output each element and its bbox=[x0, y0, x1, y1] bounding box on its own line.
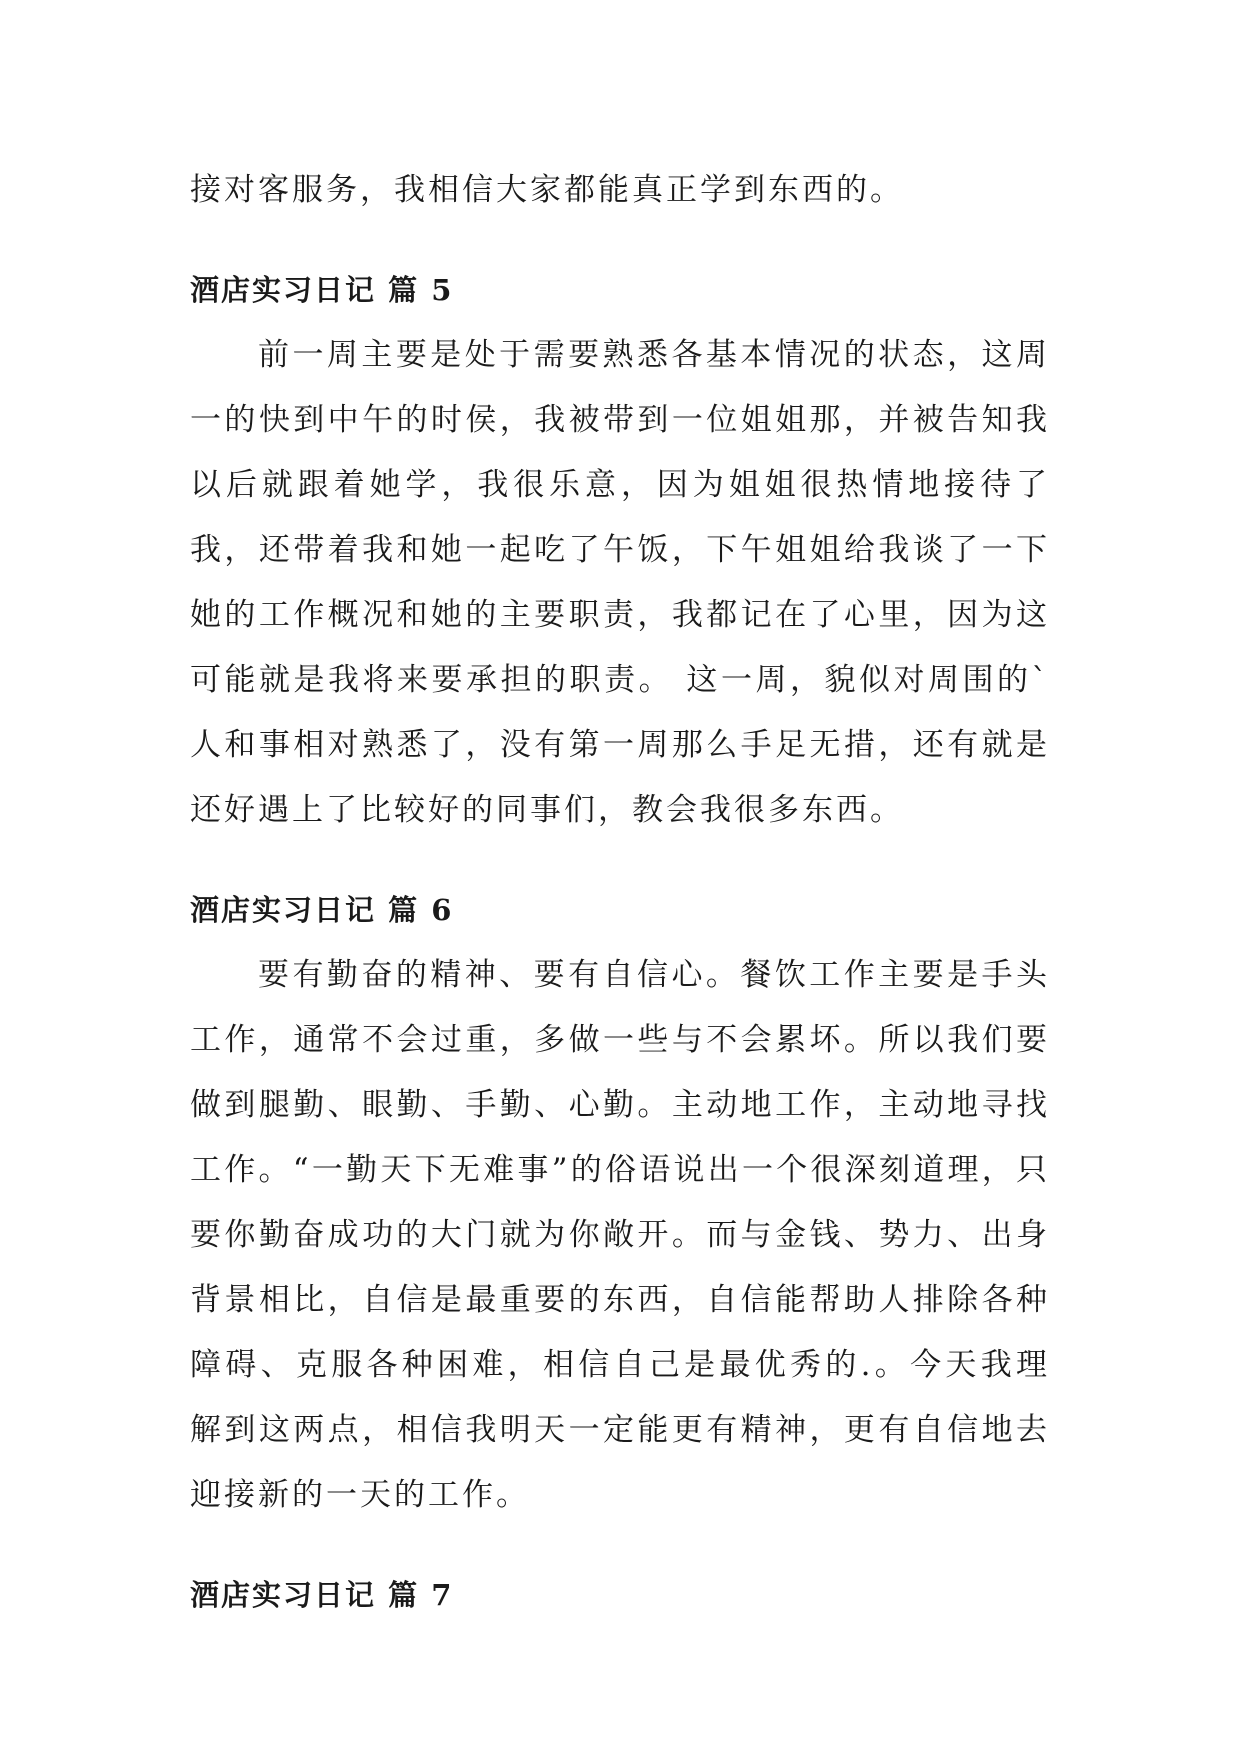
intro-paragraph-tail: 接对客服务，我相信大家都能真正学到东西的。 bbox=[190, 172, 904, 208]
section-gap bbox=[190, 843, 1050, 878]
document-body bbox=[190, 158, 1050, 1628]
section-gap bbox=[190, 1528, 1050, 1563]
section-body-5: 前一周主要是处于需要熟悉各基本情况的状态，这周一的快到中午的时侯，我被带到一位姐姐那，并被告知我以后就跟着她学，我很乐意，因为姐姐很热情地接待了我，还带着我和她一起吃了午饭，下午姐姐给我谈了一下她的工作概况和她的主要职责，我都记在了心里，因为这可能就是我将来要承担的职责。 这一周，貌似对周围的`人和事相对熟悉了，没有第一周那么手足无措，还有就是还好遇上了比较好的同事们，教会我很多东西。 bbox=[190, 337, 1050, 828]
section-heading-6: 酒店实习日记 篇 6 bbox=[190, 893, 454, 927]
section-heading-7: 酒店实习日记 篇 7 bbox=[190, 1578, 454, 1612]
section-body-6: 要有勤奋的精神、要有自信心。餐饮工作主要是手头工作，通常不会过重，多做一些与不会累坏。所以我们要做到腿勤、眼勤、手勤、心勤。主动地工作，主动地寻找工作。“一勤天下无难事”的俗语说出一个很深刻道理，只要你勤奋成功的大门就为你敞开。而与金钱、势力、出身背景相比，自信是最重要的东西，自信能帮助人排除各种障碍、克服各种困难，相信自己是最优秀的.。今天我理解到这两点，相信我明天一定能更有精神，更有自信地去迎接新的一天的工作。 bbox=[190, 957, 1050, 1513]
section-heading-5: 酒店实习日记 篇 5 bbox=[190, 273, 454, 307]
section-gap bbox=[190, 223, 1050, 258]
